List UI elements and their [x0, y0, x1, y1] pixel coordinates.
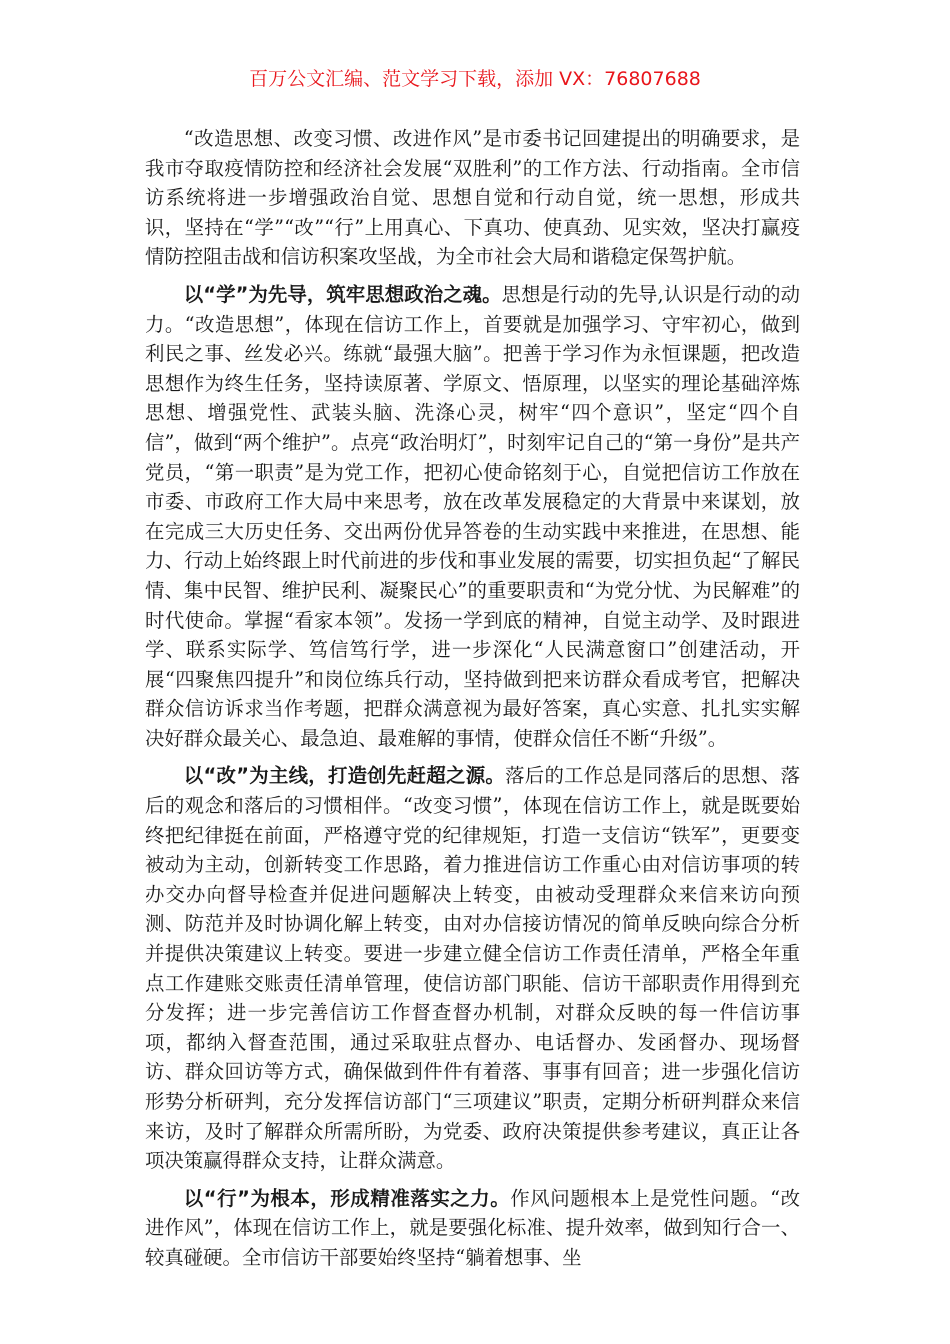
paragraph-text: 作风问题根本上是党性问题。“改进作风”，体现在信访工作上，就是要强化标准、提升效率，做到知行合一、较真碰硬。全市信访干部要始终坚持“躺着想事、坐	[145, 1186, 800, 1269]
paragraph-lead: 以“行”为根本，形成精准落实之力。	[183, 1186, 511, 1210]
paragraph-action	[145, 1184, 800, 1273]
paragraph-study	[145, 280, 800, 754]
download-notice: 百万公文汇编、范文学习下载，添加 VX：76807688	[249, 68, 701, 90]
paragraph-text: “改造思想、改变习惯、改进作风”是市委书记回建提出的明确要求，是我市夺取疫情防控和经济社会发展“双胜利”的工作方法、行动指南。全市信访系统将进一步增强政治自觉、思想自觉和行动自觉，统一思想，形成共识，坚持在“学”“改”“行”上用真心、下真功、使真劲、见实效，坚决打赢疫情防控阻击战和信访积案攻坚战，为全市社会大局和谐稳定保驾护航。	[145, 127, 800, 269]
paragraph-change	[145, 761, 800, 1175]
paragraph-intro	[145, 124, 800, 272]
paragraph-lead: 以“改”为主线，打造创先赶超之源。	[183, 764, 506, 788]
paragraph-lead: 以“学”为先导，筑牢思想政治之魂。	[183, 282, 502, 306]
paragraph-text: 落后的工作总是同落后的思想、落后的观念和落后的习惯相伴。“改变习惯”，体现在信访工作上，就是既要始终把纪律挺在前面，严格遵守党的纪律规矩，打造一支信访“铁军”，更要变被动为主动，创新转变工作思路，着力推进信访工作重心由对信访事项的转办交办向督导检查并促进问题解决上转变，由被动受理群众来信来访向预测、防范并及时协调化解上转变，由对办信接访情况的简单反映向综合分析并提供决策建议上转变。要进一步建立健全信访工作责任清单，严格全年重点工作建账交账责任清单管理，使信访部门职能、信访干部职责作用得到充分发挥；进一步完善信访工作督查督办机制，对群众反映的每一件信访事项，都纳入督查范围，通过采取驻点督办、电话督办、发函督办、现场督访、群众回访等方式，确保做到件件有着落、事事有回音；进一步强化信访形势分析研判，充分发挥信访部门“三项建议”职责，定期分析研判群众来信来访，及时了解群众所需所盼，为党委、政府决策提供参考建议，真正让各项决策赢得群众支持，让群众满意。	[145, 764, 800, 1173]
paragraph-text: 思想是行动的先导,认识是行动的动力。“改造思想”，体现在信访工作上，首要就是加强学习、守牢初心，做到利民之事、丝发必兴。练就“最强大脑”。把善于学习作为永恒课题，把改造思想作为终生任务，坚持读原著、学原文、悟原理，以坚实的理论基础淬炼思想、增强党性、武装头脑、洗涤心灵，树牢“四个意识”，坚定“四个自信”，做到“两个维护”。点亮“政治明灯”，时刻牢记自己的“第一身份”是共产党员，“第一职责”是为党工作，把初心使命铭刻于心，自觉把信访工作放在市委、市政府工作大局中来思考，放在改革发展稳定的大背景中来谋划，放在完成三大历史任务、交出两份优异答卷的生动实践中来推进，在思想、能力、行动上始终跟上时代前进的步伐和事业发展的需要，切实担负起“了解民情、集中民智、维护民利、凝聚民心”的重要职责和“为党分忧、为民解难”的时代使命。掌握“看家本领”。发扬一学到底的精神，自觉主动学、及时跟进学、联系实际学、笃信笃行学，进一步深化“人民满意窗口”创建活动，开展“四聚焦四提升”和岗位练兵行动，坚持做到把来访群众看成考官，把解决群众信访诉求当作考题，把群众满意视为最好答案，真心实意、扎扎实实解决好群众最关心、最急迫、最难解的事情，使群众信任不断“升级”。	[145, 282, 800, 750]
article-body	[145, 124, 800, 1273]
